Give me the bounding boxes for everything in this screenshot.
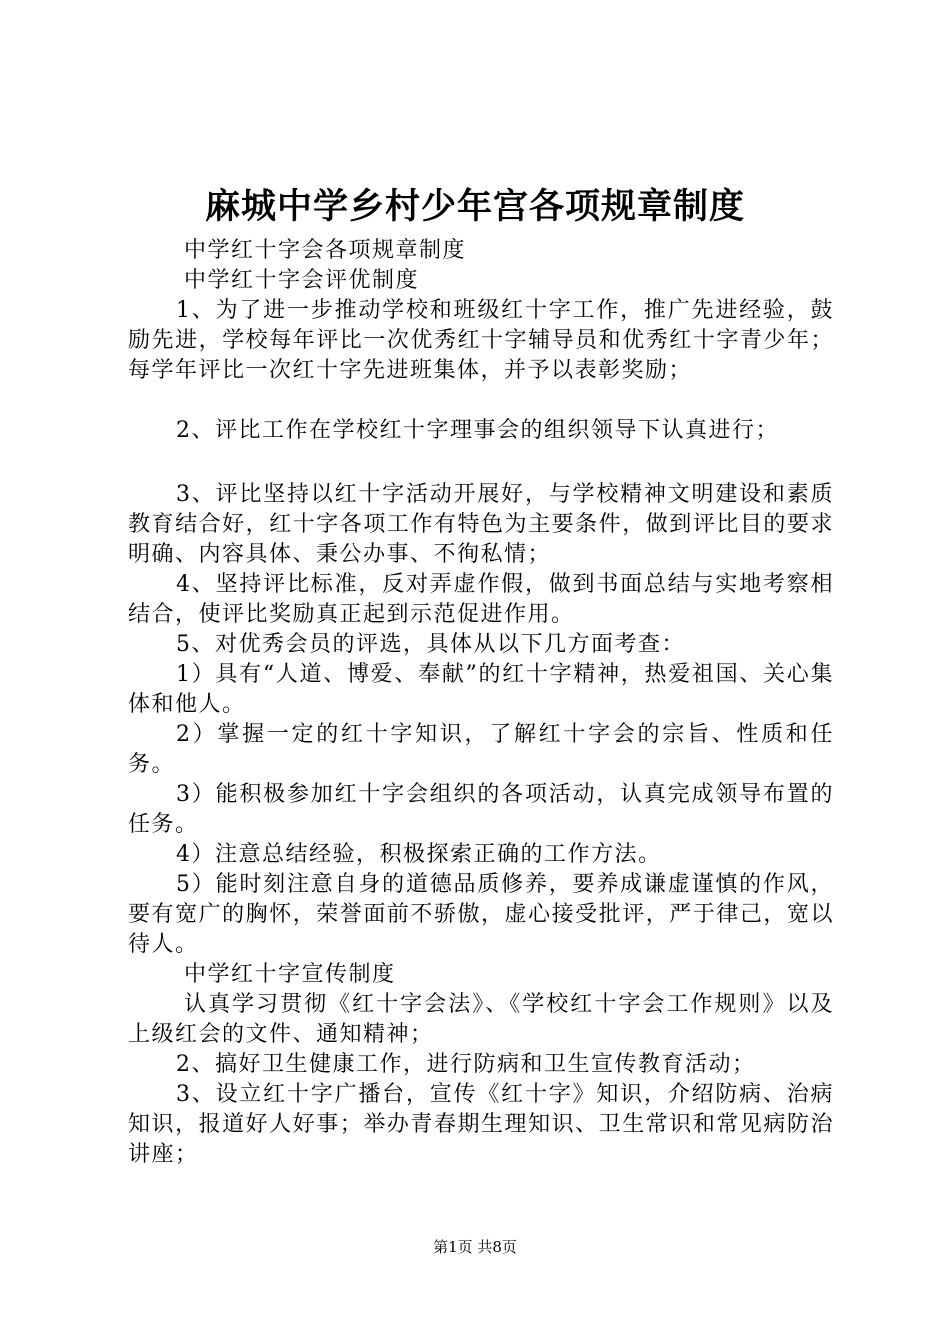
paragraph-item: 2、评比工作在学校红十字理事会的组织领导下认真进行；: [176, 418, 779, 443]
document-body: [128, 236, 834, 1170]
paragraph-item: 5）能时刻注意自身的道德品质修养，要养成谦虚谨慎的作风，要有宽广的胸怀，荣誉面前不骄傲，虚心接受批评，严于律己，宽以待人。: [128, 872, 834, 957]
paragraph-item: 5、对优秀会员的评选，具体从以下几方面考查：: [176, 632, 685, 657]
paragraph-item: 3）能积极参加红十字会组织的各项活动，认真完成领导布置的任务。: [128, 782, 834, 837]
paragraph-item: 4、坚持评比标准，反对弄虚作假，做到书面总结与实地考察相结合，使评比奖励真正起到示范促进作用。: [128, 572, 834, 627]
document-title: 麻城中学乡村少年宫各项规章制度: [204, 187, 745, 227]
paragraph-subsection-heading: 中学红十字会评优制度: [184, 268, 420, 293]
paragraph-item: 3、评比坚持以红十字活动开展好，与学校精神文明建设和素质教育结合好，红十字各项工作有特色为主要条件，做到评比目的要求明确、内容具体、秉公办事、不徇私情；: [128, 482, 834, 567]
paragraph-item: 4）注意总结经验，积极探索正确的工作方法。: [176, 842, 662, 867]
paragraph-item: 1）具有“人道、博爱、奉献”的红十字精神，热爱祖国、关心集体和他人。: [128, 662, 834, 717]
paragraph-section-heading: 中学红十字会各项规章制度: [184, 238, 467, 263]
paragraph-item: 2）掌握一定的红十字知识，了解红十字会的宗旨、性质和任务。: [128, 722, 834, 777]
paragraph-subsection-heading: 中学红十字宣传制度: [184, 962, 396, 987]
paragraph-item: 1、为了进一步推动学校和班级红十字工作，推广先进经验，鼓励先进，学校每年评比一次优秀红十字辅导员和优秀红十字青少年；每学年评比一次红十字先进班集体，并予以表彰奖励；: [128, 298, 834, 383]
page-footer: 第1页 共8页: [433, 1238, 517, 1256]
paragraph-item: 认真学习贯彻《红十字会法》、《学校红十字会工作规则》以及上级红会的文件、通知精神；: [128, 992, 834, 1047]
paragraph-item: 3、设立红十字广播台，宣传《红十字》知识，介绍防病、治病知识，报道好人好事；举办青春期生理知识、卫生常识和常见病防治讲座；: [128, 1082, 834, 1167]
paragraph-item: 2、搞好卫生健康工作，进行防病和卫生宣传教育活动；: [176, 1052, 756, 1077]
